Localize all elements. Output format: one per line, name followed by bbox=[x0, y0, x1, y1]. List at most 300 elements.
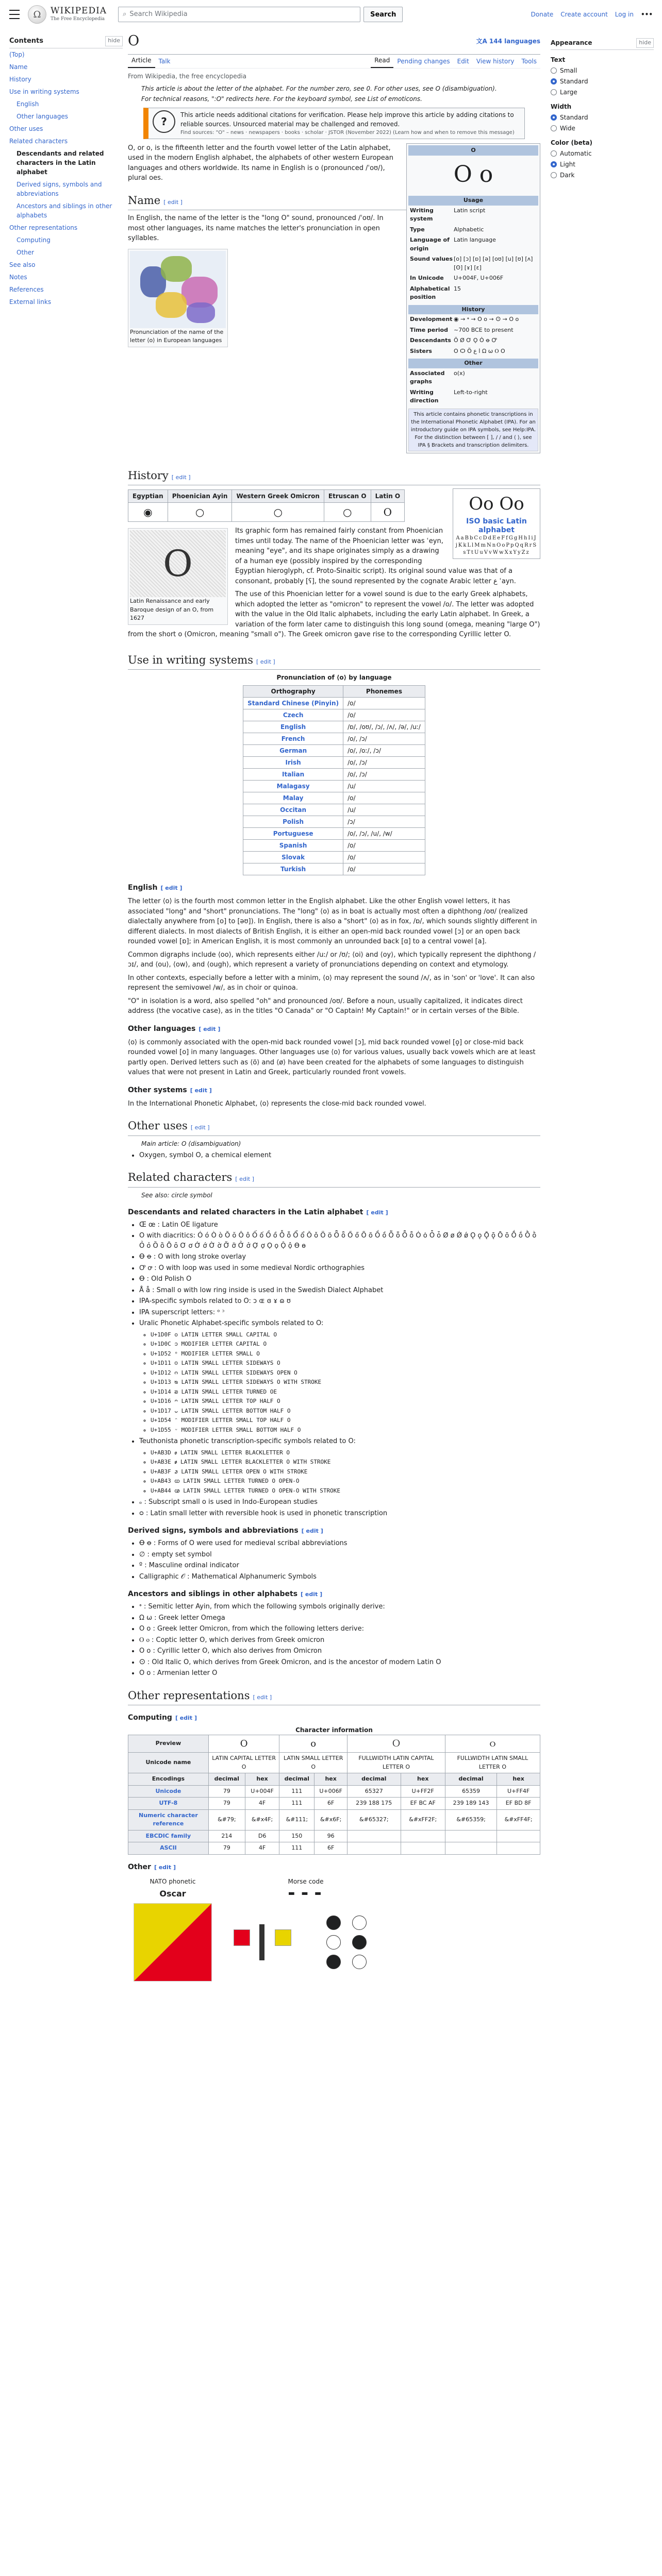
radio-icon bbox=[551, 78, 557, 84]
language-cell[interactable]: Occitan bbox=[243, 804, 343, 816]
list-item: • O with diacritics: Ó ó Ò ò Ŏ ŏ Ô ô Ố ố Ồ ồ Ỗ ỗ Ổ ổ Ǒ ǒ Ö ö Ȫ ȫ Ő ő Õ õ Ṍ ṍ Ṏ ṏ Ȭ ȭ Ȯ ȯ Ȱ ȱ Ø ø Ǿ ǿ Ǫ ǫ Ǭ ǭ Ō ō Ṓ ṓ Ṑ ṑ Ỏ ỏ Ȍ ȍ Ȏ ȏ Ơ ơ Ớ ớ Ờ ờ Ỡ ỡ Ở ở Ợ ợ Ọ ọ Ộ ộ Ɵ ɵ bbox=[139, 1231, 540, 1251]
toc-item[interactable]: Other languages bbox=[16, 112, 69, 120]
col-phonemes: Phonemes bbox=[343, 686, 425, 698]
appearance-option[interactable] bbox=[551, 88, 654, 97]
signal-flag-oscar bbox=[134, 1903, 212, 1981]
radio-label: Standard bbox=[560, 113, 588, 121]
infobox-row bbox=[408, 284, 538, 303]
table-row bbox=[243, 792, 425, 804]
nato-label: NATO phonetic bbox=[150, 1877, 196, 1885]
section-computing: Computing [ edit ] bbox=[128, 1714, 197, 1722]
main-article-note: Main article: O (disambiguation) bbox=[141, 1140, 241, 1147]
language-cell[interactable]: Polish bbox=[243, 816, 343, 828]
etymology-header: Phoenician Ayin bbox=[168, 490, 232, 503]
language-cell[interactable]: English bbox=[243, 721, 343, 733]
codepoint-item: ◦ U+AB44 ꭄ LATIN SMALL LETTER TURNED O OPEN-O WITH STROKE bbox=[151, 1487, 540, 1496]
edit-link[interactable]: [ edit ] bbox=[171, 473, 191, 481]
phoneme-cell: /o/ bbox=[343, 840, 425, 852]
encoding-value: 79 bbox=[208, 1798, 245, 1810]
iso-glyphs: Oo Oo bbox=[469, 494, 524, 514]
encoding-value bbox=[401, 1842, 445, 1855]
etymology-glyph: ○ bbox=[168, 503, 232, 522]
list-item: • IPA superscript letters: ᵒ ᵓ bbox=[139, 1308, 540, 1318]
encoding-value: 96 bbox=[315, 1830, 347, 1842]
user-links bbox=[531, 10, 653, 19]
create-account-link[interactable]: Create account bbox=[560, 11, 608, 18]
list-item: • Œ œ : Latin OE ligature bbox=[139, 1220, 540, 1230]
encoding-value: &#65359; bbox=[445, 1809, 496, 1830]
english-paragraph-1: The letter ⟨o⟩ is the fourth most common letter in the English alphabet. Like the other English vowel letters, it has associated "long" and "short" pronunciations. The "long" ⟨o⟩ as in boat is actually most often a diphthong /oʊ/ (realized dialectally anywhere from [o] to [əʊ]). In English, there is also a "short" ⟨o⟩ as in fox, /ɒ/, which sounds slightly different in different dialects. In most dialects of British English, it is either an open-mid back rounded vowel [ɔ] or an open back rounded vowel [ɒ]; in American English, it is most commonly an unrounded back [ɑ] to a central vowel [a]. bbox=[128, 897, 537, 945]
search-placeholder: Search Wikipedia bbox=[129, 10, 188, 19]
appearance-option[interactable] bbox=[551, 149, 654, 158]
tab-pending-changes[interactable]: Pending changes bbox=[397, 57, 450, 65]
encoding-value bbox=[445, 1830, 496, 1842]
table-row bbox=[243, 709, 425, 721]
list-item: • Å å : Small o with low ring inside is used in the Swedish Dialect Alphabet bbox=[139, 1285, 540, 1296]
table-row bbox=[243, 816, 425, 828]
codepoint-item: ◦ U+1D55 ᵕ MODIFIER LETTER SMALL BOTTOM HALF O bbox=[151, 1426, 540, 1435]
morse-label: Morse code bbox=[288, 1877, 324, 1885]
section-other-systems: Other systems [ edit ] bbox=[128, 1086, 212, 1094]
phoneme-cell: /o/ bbox=[343, 863, 425, 875]
preview-glyph: O bbox=[208, 1735, 279, 1753]
radio-icon bbox=[551, 161, 557, 167]
infobox-key: Sound values bbox=[410, 256, 453, 262]
preview-header: Preview bbox=[128, 1735, 209, 1753]
infobox-value: ~700 BCE to present bbox=[454, 326, 514, 333]
etymology-header: Western Greek Omicron bbox=[232, 490, 324, 503]
encoding-value bbox=[497, 1842, 540, 1855]
encoding-value bbox=[347, 1830, 401, 1842]
infobox-key: Sisters bbox=[410, 347, 432, 354]
language-cell[interactable]: Malagasy bbox=[243, 781, 343, 792]
section-descendants: Descendants and related characters in the Latin alphabet [ edit ] bbox=[128, 1208, 388, 1216]
infobox-key: Writing direction bbox=[410, 388, 439, 404]
list-item: • Օ օ : Armenian letter O bbox=[139, 1668, 540, 1679]
encoding-subheader: decimal bbox=[347, 1773, 401, 1786]
list-item: • Ο ο : Greek letter Omicron, from which the following letters derive: bbox=[139, 1624, 540, 1634]
section-derived: Derived signs, symbols and abbreviations [ edit ] bbox=[128, 1527, 323, 1535]
encoding-value: 111 bbox=[279, 1785, 315, 1798]
table-row bbox=[243, 863, 425, 875]
unicode-name-header: Unicode name bbox=[128, 1753, 209, 1773]
section-other-uses: Other uses [ edit ] bbox=[128, 1118, 540, 1136]
language-cell[interactable]: Irish bbox=[243, 757, 343, 769]
table-row bbox=[243, 698, 425, 709]
list-item: • О о : Cyrillic letter O, which also derives from Omicron bbox=[139, 1646, 540, 1656]
encoding-value: 6F bbox=[315, 1798, 347, 1810]
toc-list bbox=[9, 48, 123, 308]
phoneme-cell: /o/ bbox=[343, 852, 425, 863]
toc-item[interactable]: (Top) bbox=[9, 50, 25, 58]
tab-tools[interactable]: Tools bbox=[521, 57, 537, 65]
radio-icon bbox=[551, 125, 557, 131]
encoding-value: 79 bbox=[208, 1842, 245, 1855]
table-row bbox=[243, 840, 425, 852]
tab-view-history[interactable]: View history bbox=[476, 57, 515, 65]
table-row bbox=[128, 1809, 540, 1830]
edit-link[interactable]: [ edit ] bbox=[301, 1591, 323, 1598]
radio-label: Small bbox=[560, 66, 577, 74]
encoding-value bbox=[401, 1830, 445, 1842]
tagline: The Free Encyclopedia bbox=[51, 16, 105, 22]
infobox-row bbox=[408, 325, 538, 336]
phoneme-cell: /u/ bbox=[343, 804, 425, 816]
encoding-value: &#xFF4F; bbox=[497, 1809, 540, 1830]
table-row bbox=[243, 852, 425, 863]
table-row bbox=[243, 781, 425, 792]
hatnote: This article is about the letter of the alphabet. For the number zero, see 0. For other uses, see O (disambiguation). bbox=[141, 84, 497, 92]
radio-label: Standard bbox=[560, 77, 588, 85]
table-row bbox=[243, 769, 425, 781]
unicode-name: LATIN SMALL LETTER O bbox=[279, 1753, 347, 1773]
infobox-value: О Ѻ Ӧ ا ع Ω ω Ⲟ Օ bbox=[454, 347, 505, 354]
codepoint-item: ◦ U+AB3E ꬾ LATIN SMALL LETTER BLACKLETTER O WITH STROKE bbox=[151, 1458, 540, 1467]
character-info-table bbox=[128, 1735, 540, 1855]
encoding-value: 65327 bbox=[347, 1785, 401, 1798]
encoding-subheader: decimal bbox=[279, 1773, 315, 1786]
edit-link[interactable]: [ edit ] bbox=[154, 1863, 176, 1871]
engraved-o-image[interactable]: O bbox=[130, 530, 226, 597]
list-item: • Ω ω : Greek letter Omega bbox=[139, 1613, 540, 1623]
etymology-header: Latin O bbox=[371, 490, 405, 503]
encoding-value: U+FF2F bbox=[401, 1785, 445, 1798]
etymology-table bbox=[128, 489, 405, 522]
main-menu-icon[interactable] bbox=[9, 10, 20, 19]
etymology-glyph: O bbox=[371, 503, 405, 522]
infobox-value: Ö Ø Ơ Ǫ Ȯ ꝋ Ꝍ bbox=[454, 337, 497, 344]
encoding-value: 239 189 143 bbox=[445, 1798, 496, 1810]
encoding-value: EF BC AF bbox=[401, 1798, 445, 1810]
appearance-option[interactable] bbox=[551, 77, 654, 86]
infobox-row bbox=[408, 235, 538, 254]
encoding-value: U+004F bbox=[245, 1785, 279, 1798]
toc-item[interactable]: Name bbox=[9, 63, 28, 71]
list-item: • Ꝋ ꝋ : Forms of O were used for medieval scribal abbreviations bbox=[139, 1538, 540, 1549]
edit-link[interactable]: [ edit ] bbox=[235, 1176, 254, 1182]
codepoint-item: ◦ U+1D17 ᴗ LATIN SMALL LETTER BOTTOM HALF O bbox=[151, 1407, 540, 1416]
more-options-icon[interactable]: ••• bbox=[640, 11, 653, 18]
find-sources[interactable]: Find sources: "O" – news · newspapers · books · scholar · JSTOR (November 2022) (Learn how and when to remove this message) bbox=[180, 129, 515, 135]
edit-link[interactable]: [ edit ] bbox=[190, 1087, 212, 1094]
list-item: • 𐤏 : Semitic letter Ayin, from which the following symbols originally derive: bbox=[139, 1602, 540, 1612]
edit-link[interactable]: [ edit ] bbox=[163, 198, 183, 206]
toc-item[interactable]: See also bbox=[9, 261, 36, 268]
table-row bbox=[243, 757, 425, 769]
sub-list bbox=[139, 1449, 540, 1496]
encoding-name[interactable]: Unicode bbox=[128, 1785, 209, 1798]
pronunciation-table bbox=[243, 685, 425, 875]
infobox-glyphs: O o bbox=[453, 161, 493, 188]
encoding-value: &#x4F; bbox=[245, 1809, 279, 1830]
toc-item[interactable]: External links bbox=[9, 298, 52, 306]
appearance-option[interactable] bbox=[551, 124, 654, 133]
unicode-name: LATIN CAPITAL LETTER O bbox=[208, 1753, 279, 1773]
list-item: • Ⲟ ⲟ : Coptic letter O, which derives from Greek omicron bbox=[139, 1635, 540, 1646]
phoneme-cell: /o/, /ɔ/, /u/, /w/ bbox=[343, 828, 425, 840]
table-row bbox=[128, 1785, 540, 1798]
infobox-value: Latin language bbox=[454, 236, 496, 243]
login-link[interactable]: Log in bbox=[615, 11, 634, 18]
toc-item[interactable]: Other representations bbox=[9, 224, 78, 231]
language-cell[interactable]: Slovak bbox=[243, 852, 343, 863]
other-systems-paragraph: In the International Phonetic Alphabet, ⟨o⟩ represents the close-mid back rounded vowel. bbox=[128, 1099, 426, 1108]
appearance-option[interactable] bbox=[551, 66, 654, 75]
phoneme-cell: /o/, /ɔ/ bbox=[343, 769, 425, 781]
wordmark: WIKIPEDIA bbox=[51, 5, 107, 16]
encoding-value: 79 bbox=[208, 1785, 245, 1798]
encoding-subheader: Encodings bbox=[128, 1773, 209, 1786]
language-cell[interactable]: Italian bbox=[243, 769, 343, 781]
charinfo-caption: Character information bbox=[295, 1726, 373, 1734]
codepoint-item: ◦ U+1D11 ᴑ LATIN SMALL LETTER SIDEWAYS O bbox=[151, 1359, 540, 1368]
etymology-glyph: ○ bbox=[324, 503, 371, 522]
language-cell[interactable]: French bbox=[243, 733, 343, 745]
infobox-value: U+004F, U+006F bbox=[454, 275, 504, 281]
iso-title[interactable]: ISO basic Latin alphabet bbox=[466, 517, 527, 534]
toc-item[interactable]: Computing bbox=[16, 236, 51, 244]
section-use: Use in writing systems [ edit ] bbox=[128, 652, 540, 670]
encoding-value: &#x6F; bbox=[315, 1809, 347, 1830]
preview-glyph: o bbox=[279, 1735, 347, 1753]
appearance-hide-button[interactable]: hide bbox=[636, 38, 654, 48]
languages-button[interactable]: 文A 144 languages bbox=[476, 38, 540, 45]
etymology-glyph: ◉ bbox=[128, 503, 168, 522]
encoding-name[interactable]: UTF-8 bbox=[128, 1798, 209, 1810]
section-name: Name [ edit ] bbox=[128, 193, 540, 211]
encoding-subheader: hex bbox=[315, 1773, 347, 1786]
encoding-value: 4F bbox=[245, 1842, 279, 1855]
section-english: English [ edit ] bbox=[128, 884, 183, 892]
infobox-value: Latin script bbox=[454, 207, 486, 214]
table-of-contents bbox=[9, 29, 123, 1987]
codepoint-item: ◦ U+AB3D ꬽ LATIN SMALL LETTER BLACKLETTER O bbox=[151, 1449, 540, 1458]
phoneme-cell: /o/ bbox=[343, 698, 425, 709]
encoding-value: 111 bbox=[279, 1798, 315, 1810]
language-cell[interactable]: Standard Chinese (Pinyin) bbox=[243, 698, 343, 709]
list-item: • º : Masculine ordinal indicator bbox=[139, 1561, 540, 1571]
hatnote: For technical reasons, ":O" redirects here. For the keyboard symbol, see List of emoticons. bbox=[141, 95, 422, 103]
infobox-value: ◉ → 𐤏 → Ο ο → 𐌏 → O o bbox=[454, 316, 519, 323]
tab-edit[interactable]: Edit bbox=[457, 57, 469, 65]
language-cell[interactable]: Czech bbox=[243, 709, 343, 721]
language-cell[interactable]: Malay bbox=[243, 792, 343, 804]
appearance-option[interactable] bbox=[551, 113, 654, 122]
encoding-value: 4F bbox=[245, 1798, 279, 1810]
toc-item[interactable]: Related characters bbox=[9, 137, 68, 145]
encoding-value: 65359 bbox=[445, 1785, 496, 1798]
english-paragraph-4: "O" in isolation is a word, also spelled "oh" and pronounced /oʊ/. Before a noun, usually capitalized, it indicates direct address (the vocative case), as in the titles "O Canada" or "O Captain! My Captain!" or in certain verses of the Bible. bbox=[128, 997, 523, 1015]
phoneme-cell: /o/ bbox=[343, 709, 425, 721]
article bbox=[123, 29, 540, 1987]
preview-glyph: ｏ bbox=[445, 1735, 540, 1753]
encoding-name[interactable]: ASCII bbox=[128, 1842, 209, 1855]
morse-code: ▬ ▬ ▬ bbox=[288, 1889, 324, 1897]
infobox bbox=[406, 143, 540, 453]
infobox-row bbox=[408, 206, 538, 225]
tab-read[interactable]: Read bbox=[371, 56, 393, 68]
list-item: • Ꝋ : Old Polish O bbox=[139, 1274, 540, 1284]
infobox-key: Writing system bbox=[410, 207, 434, 222]
toc-item[interactable]: Derived signs, symbols and abbreviations bbox=[16, 180, 102, 197]
toc-item[interactable]: References bbox=[9, 285, 44, 293]
etymology-header: Egyptian bbox=[128, 490, 168, 503]
infobox-title: O bbox=[408, 145, 538, 156]
codepoint-item: ◦ U+1D52 ᵒ MODIFIER LETTER SMALL O bbox=[151, 1350, 540, 1359]
tab-article[interactable]: Article bbox=[128, 56, 155, 68]
infobox-row bbox=[408, 225, 538, 235]
infobox-other-header: Other bbox=[408, 359, 538, 368]
list-item: • Calligraphic 𝒪 : Mathematical Alphanumeric Symbols bbox=[139, 1572, 540, 1582]
toc-item[interactable]: Descendants and related characters in the Latin alphabet bbox=[16, 149, 104, 176]
infobox-key: Associated graphs bbox=[410, 369, 445, 385]
list-item: • Teuthonista phonetic transcription-specific symbols related to O: bbox=[139, 1436, 540, 1447]
encoding-subheader: decimal bbox=[445, 1773, 496, 1786]
radio-icon bbox=[551, 67, 557, 74]
toc-item[interactable]: Other uses bbox=[9, 125, 43, 132]
radio-label: Large bbox=[560, 88, 577, 96]
table-row bbox=[243, 828, 425, 840]
edit-link[interactable]: [ edit ] bbox=[301, 1528, 323, 1534]
citation-notice bbox=[143, 108, 525, 139]
donate-link[interactable]: Donate bbox=[531, 11, 554, 18]
wikipedia-logo[interactable] bbox=[28, 5, 107, 24]
language-cell[interactable]: German bbox=[243, 745, 343, 757]
from-wikipedia: From Wikipedia, the free encyclopedia bbox=[128, 72, 246, 80]
encoding-value: 150 bbox=[279, 1830, 315, 1842]
section-other-representations: Other representations [ edit ] bbox=[128, 1688, 540, 1706]
appearance-panel bbox=[540, 29, 654, 1987]
other-languages-paragraph: ⟨o⟩ is commonly associated with the open-mid back rounded vowel [ɔ], mid back rounded vowel [o̞] or close-mid back rounded vowel [o] in many languages. Other languages use ⟨o⟩ for various values, usually back vowels which are at least partly open. Derived letters such as ⟨ö⟩ and ⟨ø⟩ have been created for the alphabets of some languages to distinguish values that were not present in Latin and Greek, particularly rounded front vowels. bbox=[128, 1038, 536, 1076]
encoding-value: EF BD 8F bbox=[497, 1798, 540, 1810]
list-item: • IPA-specific symbols related to O: ɔ ɶ ɞ ɤ ɷ ʊ bbox=[139, 1296, 540, 1307]
globe-icon: Ω bbox=[28, 5, 46, 24]
map-figure bbox=[128, 249, 228, 347]
encoding-name[interactable]: Numeric character reference bbox=[128, 1809, 209, 1830]
toc-hide-button[interactable]: hide bbox=[105, 36, 123, 46]
edit-link[interactable]: [ edit ] bbox=[198, 1025, 221, 1032]
infobox-value: Left-to-right bbox=[454, 388, 488, 396]
phoneme-cell: /ɒ/, /oʊ/, /ɔ/, /ʌ/, /ə/, /uː/ bbox=[343, 721, 425, 733]
encoding-name[interactable]: EBCDIC family bbox=[128, 1830, 209, 1842]
infobox-usage-header: Usage bbox=[408, 196, 538, 206]
infobox-key: Alphabetical position bbox=[410, 285, 450, 300]
encoding-value: 6F bbox=[315, 1842, 347, 1855]
map-caption: Pronunciation of the name of the letter ⟨o⟩ in European languages bbox=[130, 328, 224, 344]
toc-item[interactable]: Ancestors and siblings in other alphabets bbox=[16, 202, 112, 219]
infobox-row bbox=[408, 368, 538, 387]
toc-item[interactable]: Use in writing systems bbox=[9, 88, 79, 95]
site-header bbox=[0, 0, 662, 29]
encoding-value bbox=[445, 1842, 496, 1855]
codepoint-item: ◦ U+1D0F ᴏ LATIN LETTER SMALL CAPITAL O bbox=[151, 1331, 540, 1340]
table-row bbox=[128, 1798, 540, 1810]
col-orthography: Orthography bbox=[243, 686, 343, 698]
phoneme-cell: /u/ bbox=[343, 781, 425, 792]
unicode-name: FULLWIDTH LATIN CAPITAL LETTER O bbox=[347, 1753, 445, 1773]
language-cell[interactable]: Spanish bbox=[243, 840, 343, 852]
sub-list bbox=[139, 1331, 540, 1435]
edit-link[interactable]: [ edit ] bbox=[190, 1124, 210, 1131]
infobox-history-header: History bbox=[408, 305, 538, 315]
encoding-value: 111 bbox=[279, 1842, 315, 1855]
infobox-value: [o] [ɔ] [ɒ] [ə] [oʊ] [u] [ʊ] [ʌ] [ʘ] [ɤ] [ɛ] bbox=[454, 256, 533, 271]
tab-talk[interactable]: Talk bbox=[158, 57, 171, 65]
appearance-option[interactable] bbox=[551, 160, 654, 169]
infobox-key: Time period bbox=[410, 326, 448, 333]
encoding-value: &#xFF2F; bbox=[401, 1809, 445, 1830]
edit-link[interactable]: [ edit ] bbox=[160, 885, 183, 891]
encoding-subheader: hex bbox=[497, 1773, 540, 1786]
edit-link[interactable]: [ edit ] bbox=[256, 658, 275, 665]
toc-title: Contents bbox=[9, 37, 43, 45]
toc-header bbox=[9, 36, 123, 48]
english-paragraph-2: Common digraphs include ⟨oo⟩, which represents either /uː/ or /ʊ/; ⟨oi⟩ and ⟨oy⟩, which typically represent the diphthong /ɔɪ/, and ⟨ou⟩, ⟨ow⟩, and ⟨ough⟩, which represent a variety of pronunciations depending on context and etymology. bbox=[128, 951, 536, 969]
section-related: Related characters [ edit ] bbox=[128, 1170, 540, 1188]
encoding-value: U+006F bbox=[315, 1785, 347, 1798]
nato-word: Oscar bbox=[159, 1888, 186, 1899]
edit-link[interactable]: [ edit ] bbox=[253, 1693, 272, 1701]
list-item: • ᴑ : Latin small letter with reversible hook is used in phonetic transcription bbox=[139, 1509, 540, 1519]
language-cell[interactable]: Turkish bbox=[243, 863, 343, 875]
intro-paragraph: O, or o, is the fifteenth letter and the fourth vowel letter of the Latin alphabet, used in the modern English alphabet, the alphabets of other western European languages and others worldwide. Its name in English is o (pronounced /ˈoʊ/), plural oes. bbox=[128, 144, 394, 182]
table-row bbox=[243, 745, 425, 757]
phoneme-cell: /ɔ/ bbox=[343, 816, 425, 828]
iso-alphabet-navbox bbox=[453, 488, 540, 559]
history-paragraph-2: The use of this Phoenician letter for a vowel sound is due to the early Greek alphabets, which adopted the letter as "omicron" to represent the vowel /o/. The letter was adopted with the value in the Old Italic alphabets, including the early Latin alphabet. In Greek, a variation of the form later came to distinguish this long sound (omega, meaning "large O") from the short o (Omicron, meaning "small o"). The Greek omicron gave rise to the corresponding Cyrillic letter O. bbox=[128, 590, 540, 638]
radio-label: Automatic bbox=[560, 149, 592, 157]
unicode-name: FULLWIDTH LATIN SMALL LETTER O bbox=[445, 1753, 540, 1773]
section-history: History [ edit ] bbox=[128, 468, 540, 486]
toc-item[interactable]: History bbox=[9, 75, 31, 83]
toc-item[interactable]: Other bbox=[16, 248, 35, 256]
phoneme-cell: /o/, /ɔ/ bbox=[343, 733, 425, 745]
engraving-caption: Latin Renaissance and early Baroque design of an O, from 1627 bbox=[130, 598, 214, 621]
appearance-option[interactable] bbox=[551, 171, 654, 180]
page-tabs bbox=[128, 55, 540, 69]
encoding-value: &#79; bbox=[208, 1809, 245, 1830]
codepoint-item: ◦ U+1D54 ᵔ MODIFIER LETTER SMALL TOP HALF O bbox=[151, 1416, 540, 1425]
section-other: Other [ edit ] bbox=[128, 1862, 176, 1871]
language-cell[interactable]: Portuguese bbox=[243, 828, 343, 840]
question-icon: ? bbox=[153, 110, 175, 133]
citation-notice-text: This article needs additional citations for verification. Please help improve this article by adding citations to reliable sources. Unsourced material may be challenged and removed. bbox=[180, 111, 514, 128]
encoding-value: D6 bbox=[245, 1830, 279, 1842]
search-button[interactable]: Search bbox=[363, 7, 403, 22]
search-input[interactable] bbox=[118, 7, 360, 22]
other-representations-table bbox=[128, 1876, 394, 1984]
etymology-header: Etruscan O bbox=[324, 490, 371, 503]
infobox-key: In Unicode bbox=[410, 275, 444, 281]
codepoint-item: ◦ U+AB3F ꬿ LATIN SMALL LETTER OPEN O WITH STROKE bbox=[151, 1468, 540, 1477]
infobox-key: Descendants bbox=[410, 337, 451, 344]
table-row bbox=[128, 1830, 540, 1842]
table-row bbox=[128, 1842, 540, 1855]
codepoint-item: ◦ U+1D14 ᴔ LATIN SMALL LETTER TURNED OE bbox=[151, 1388, 540, 1397]
phoneme-cell: /o/, /ɔ/ bbox=[343, 757, 425, 769]
toc-item[interactable]: Notes bbox=[9, 273, 27, 281]
list-item: • Ꝋ ꝋ : O with long stroke overlay bbox=[139, 1252, 540, 1262]
section-ancestors: Ancestors and siblings in other alphabets [ edit ] bbox=[128, 1590, 323, 1598]
toc-item[interactable]: English bbox=[16, 100, 39, 108]
list-item: • Ꝍ ꝍ : O with loop was used in some medieval Nordic orthographies bbox=[139, 1263, 540, 1274]
braille-o bbox=[311, 1904, 388, 1981]
radio-label: Dark bbox=[560, 171, 575, 179]
edit-link[interactable]: [ edit ] bbox=[366, 1209, 388, 1216]
radio-icon bbox=[551, 172, 557, 178]
europe-map[interactable] bbox=[130, 251, 226, 328]
edit-link[interactable]: [ edit ] bbox=[175, 1715, 197, 1721]
